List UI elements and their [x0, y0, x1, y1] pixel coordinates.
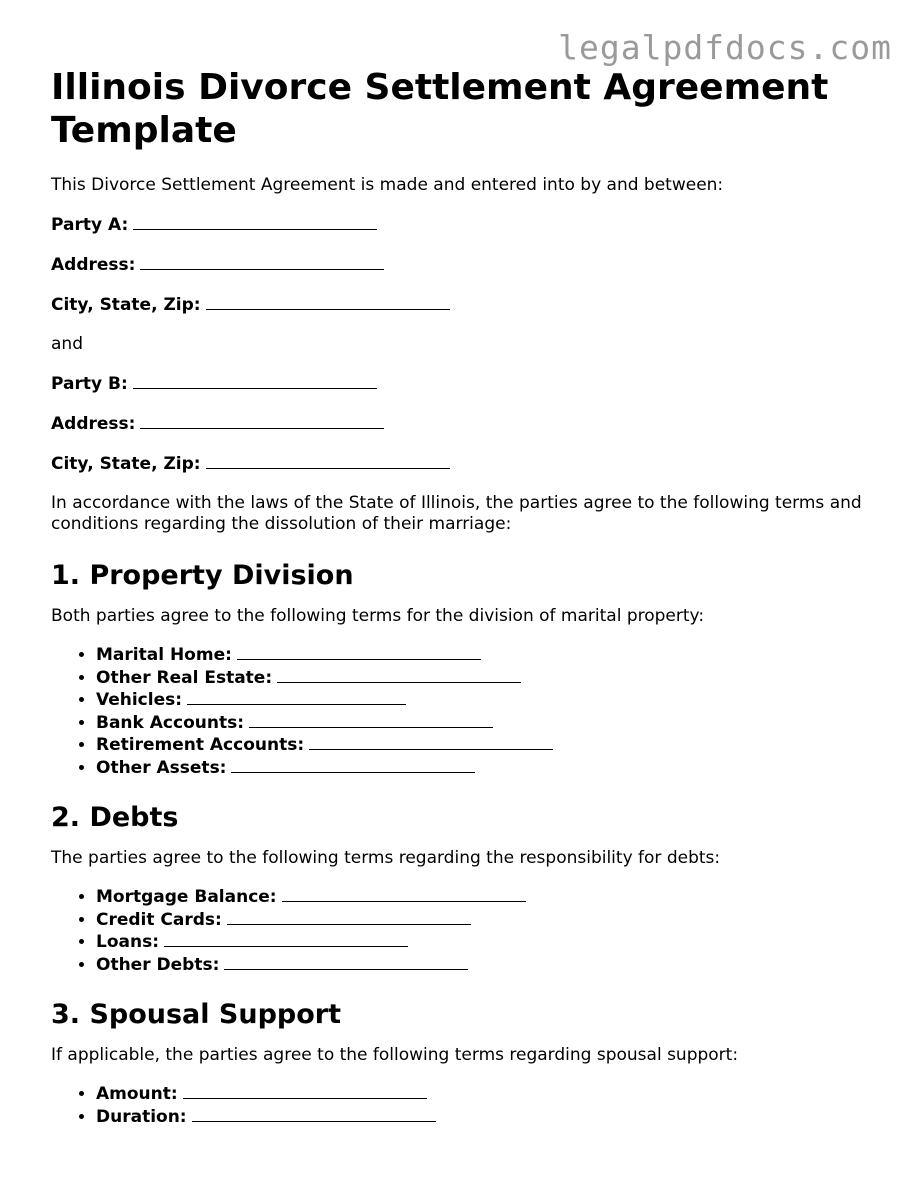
party-b-city-label: City, State, Zip:: [51, 454, 201, 474]
list-item-label: Marital Home:: [96, 645, 232, 665]
document-page: [51, 66, 881, 1150]
party-b-address-label: Address:: [51, 414, 136, 434]
party-b-name-label: Party B:: [51, 374, 128, 394]
list-item-label: Loans:: [96, 932, 160, 952]
and-text: and: [51, 334, 83, 354]
watermark: legalpdfdocs.com: [558, 28, 892, 67]
fill-blank[interactable]: [187, 689, 406, 705]
list-item-label: Other Real Estate:: [96, 667, 273, 688]
list-item-label: Mortgage Balance:: [96, 887, 277, 907]
section-intro-spousal-support: If applicable, the parties agree to the following terms regarding spousal support:: [51, 1045, 739, 1065]
list-item-label: Vehicles:: [96, 690, 183, 710]
party-b-name-field: [51, 373, 881, 395]
list-item-label: Other Debts:: [96, 954, 220, 975]
list-item: [96, 712, 881, 735]
list-item-label: Duration:: [96, 1106, 187, 1127]
list-item: [96, 689, 881, 712]
list-item: [96, 757, 881, 780]
fill-blank[interactable]: [282, 886, 526, 902]
list-item: [96, 886, 881, 909]
fill-blank[interactable]: [164, 931, 408, 947]
party-b-address-field: [51, 413, 881, 435]
document-title: Illinois Divorce Settlement Agreement Template: [51, 67, 829, 151]
fill-blank[interactable]: [224, 954, 468, 970]
party-b-name-blank[interactable]: [133, 373, 377, 389]
section-heading-debts: 2. Debts: [51, 802, 179, 833]
list-item: [96, 931, 881, 954]
accordance-paragraph: In accordance with the laws of the State of Illinois, the parties agree to the following terms and conditions regarding the dissolution of their marriage:: [51, 493, 862, 534]
list-item: [96, 1106, 881, 1129]
fill-blank[interactable]: [231, 757, 475, 773]
list-item-label: Credit Cards:: [96, 909, 222, 930]
fill-blank[interactable]: [277, 667, 521, 683]
party-a-name-blank[interactable]: [133, 214, 377, 230]
list-item: [96, 644, 881, 667]
party-a-city-field: [51, 294, 881, 316]
list-item-label: Bank Accounts:: [96, 712, 244, 733]
list-item-label: Amount:: [96, 1084, 178, 1104]
list-item: [96, 909, 881, 932]
fill-blank[interactable]: [237, 644, 481, 660]
party-a-city-label: City, State, Zip:: [51, 295, 201, 315]
section-heading-property: 1. Property Division: [51, 560, 354, 591]
spousal-support-list: [51, 1083, 881, 1128]
fill-blank[interactable]: [309, 734, 553, 750]
section-heading-spousal-support: 3. Spousal Support: [51, 999, 342, 1030]
section-intro-property: Both parties agree to the following terms for the division of marital property:: [51, 606, 705, 626]
fill-blank[interactable]: [227, 909, 471, 925]
list-item: [96, 954, 881, 977]
list-item-label: Other Assets:: [96, 757, 227, 778]
party-a-address-field: [51, 254, 881, 276]
debts-list: [51, 886, 881, 976]
fill-blank[interactable]: [192, 1106, 436, 1122]
party-b-address-blank[interactable]: [140, 413, 384, 429]
list-item: [96, 734, 881, 757]
party-a-address-label: Address:: [51, 255, 136, 275]
intro-paragraph: This Divorce Settlement Agreement is made and entered into by and between:: [51, 175, 724, 195]
list-item-label: Retirement Accounts:: [96, 735, 305, 755]
fill-blank[interactable]: [183, 1083, 427, 1099]
section-intro-debts: The parties agree to the following terms regarding the responsibility for debts:: [51, 848, 721, 868]
party-b-city-field: [51, 453, 881, 475]
party-a-name-field: [51, 214, 881, 236]
list-item: [96, 1083, 881, 1106]
fill-blank[interactable]: [249, 712, 493, 728]
party-a-address-blank[interactable]: [140, 254, 384, 270]
party-a-city-blank[interactable]: [206, 294, 450, 310]
property-list: [51, 644, 881, 779]
party-a-name-label: Party A:: [51, 215, 129, 235]
list-item: [96, 667, 881, 690]
party-b-city-blank[interactable]: [206, 453, 450, 469]
